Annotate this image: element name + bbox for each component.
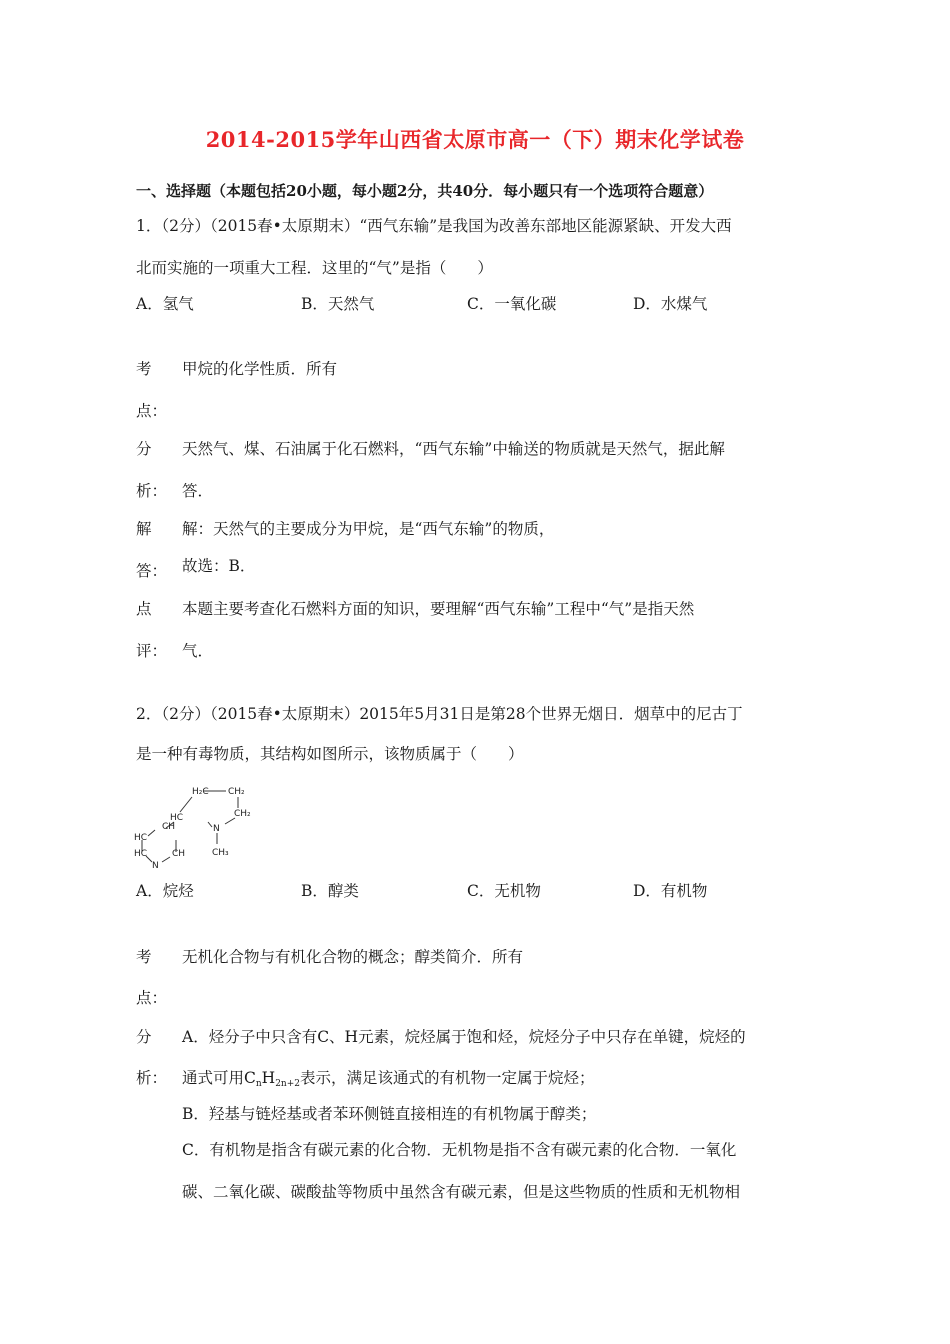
struct-label-n-ring: N <box>213 824 220 834</box>
struct-label-ch-bottom: CH <box>172 849 186 859</box>
q1-fenxi-line1: 天然气、煤、石油属于化石燃料，“西气东输”中输送的物质就是天然气，据此解 <box>182 440 725 458</box>
struct-label-hc-left-bottom: HC <box>134 849 148 859</box>
q1-jieda-line2: 故选：B． <box>182 557 256 575</box>
q1-jieda-line1: 解：天然气的主要成分为甲烷，是“西气东输”的物质， <box>182 520 555 538</box>
q1-fenxi-label-bottom: 析： <box>136 482 168 500</box>
q1-stem-line1: 1．（2分）（2015春•太原期末）“西气东输”是我国为改善东部地区能源紧缺、开发大西 <box>136 217 732 235</box>
q2-stem-line1: 2．（2分）（2015春•太原期末）2015年5月31日是第28个世界无烟日．烟草中的尼古丁 <box>136 705 743 723</box>
q2-fenxi-b: B．羟基与链烃基或者苯环侧链直接相连的有机物属于醇类； <box>182 1105 597 1123</box>
q1-dianping-label-bottom: 评： <box>136 642 168 660</box>
q1-dianping-line2: 气． <box>182 642 214 660</box>
q1-option-d: D．水煤气 <box>633 295 708 313</box>
alkane-formula-suffix: 表示，满足该通式的有机物一定属于烷烃； <box>300 1069 595 1087</box>
q2-fenxi-label-bottom: 析： <box>136 1069 168 1087</box>
q1-dianping-label-top: 点 <box>136 600 152 618</box>
struct-label-ch-top: CH <box>162 822 176 832</box>
q2-kaodian-text: 无机化合物与有机化合物的概念；醇类简介．所有 <box>182 948 524 966</box>
q1-dianping-line1: 本题主要考查化石燃料方面的知识，要理解“西气东输”工程中“气”是指天然 <box>182 600 695 618</box>
q2-fenxi-label-top: 分 <box>136 1028 152 1046</box>
q2-option-b: B．醇类 <box>301 882 359 900</box>
q1-jieda-label-bottom: 答： <box>136 562 168 580</box>
struct-label-n-pyridine: N <box>152 861 159 871</box>
q2-fenxi-c-line2: 碳、二氧化碳、碳酸盐等物质中虽然含有碳元素，但是这些物质的性质和无机物相 <box>182 1183 741 1201</box>
alkane-formula-h: H <box>261 1069 276 1087</box>
q2-fenxi-a-line2 <box>182 1066 595 1089</box>
alkane-formula-subscript-n: n <box>255 1079 262 1089</box>
q1-option-b: B．天然气 <box>301 295 375 313</box>
q2-option-a: A．烷烃 <box>136 882 194 900</box>
alkane-formula-subscript-2n2: 2n+2 <box>275 1079 300 1089</box>
q1-kaodian-label-bottom: 点： <box>136 402 168 420</box>
paper-title: 2014-2015学年山西省太原市高一（下）期末化学试卷 <box>205 127 745 152</box>
q2-kaodian-label-bottom: 点： <box>136 989 168 1007</box>
q1-option-a: A．氢气 <box>136 295 194 313</box>
q2-stem-line2: 是一种有毒物质，其结构如图所示，该物质属于（ ） <box>136 745 524 763</box>
q2-option-c: C．无机物 <box>467 882 541 900</box>
q2-fenxi-a-line1: A．烃分子中只含有C、H元素，烷烃属于饱和烃，烷烃分子中只存在单键，烷烃的 <box>182 1028 746 1046</box>
struct-label-ch2-right: CH₂ <box>234 809 251 819</box>
q1-kaodian-text: 甲烷的化学性质．所有 <box>182 360 338 378</box>
nicotine-structure-diagram <box>134 782 254 872</box>
struct-label-h2c: H₂C <box>192 787 209 797</box>
q1-option-c: C．一氧化碳 <box>467 295 557 313</box>
struct-label-hc-left-top: HC <box>134 833 148 843</box>
q1-fenxi-label-top: 分 <box>136 440 152 458</box>
struct-label-hc-ring: HC <box>170 813 184 823</box>
q1-fenxi-line2: 答． <box>182 482 214 500</box>
q1-stem-line2: 北而实施的一项重大工程．这里的“气”是指（ ） <box>136 259 493 277</box>
struct-label-ch3: CH₃ <box>212 848 229 858</box>
struct-label-ch2-top: CH₂ <box>228 787 245 797</box>
section-heading: 一、选择题（本题包括20小题，每小题2分，共40分．每小题只有一个选项符合题意） <box>136 182 714 200</box>
q2-fenxi-c-line1: C．有机物是指含有碳元素的化合物．无机物是指不含有碳元素的化合物．一氧化 <box>182 1141 737 1159</box>
q1-jieda-label-top: 解 <box>136 520 152 538</box>
q2-kaodian-label-top: 考 <box>136 948 152 966</box>
q2-option-d: D．有机物 <box>633 882 708 900</box>
alkane-formula-prefix: 通式可用C <box>182 1069 256 1087</box>
q1-kaodian-label-top: 考 <box>136 360 152 378</box>
